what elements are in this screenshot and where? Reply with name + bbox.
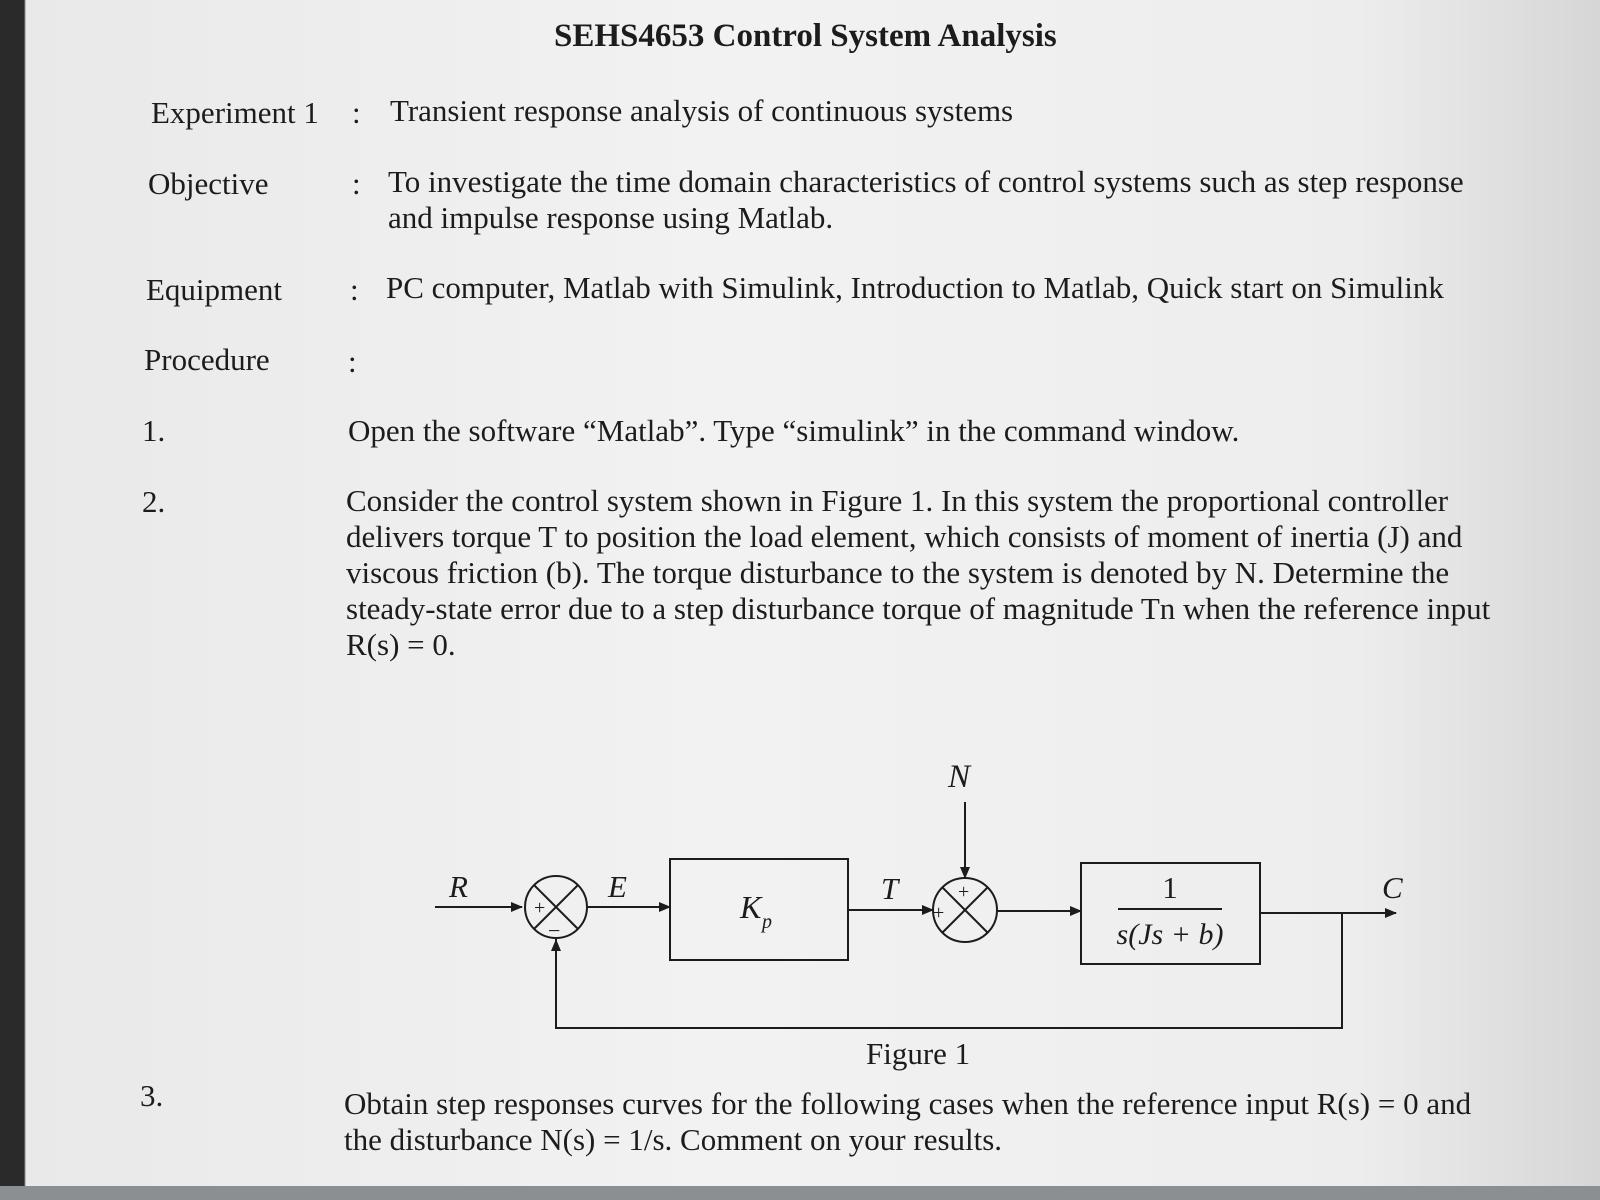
feedback-path [556, 913, 1342, 1028]
step-2-number: 2. [142, 484, 166, 519]
procedure-colon: : [348, 344, 357, 379]
equipment-colon: : [350, 272, 359, 307]
objective-label: Objective [148, 166, 269, 201]
summer-2-plus-left: + [933, 902, 945, 924]
step-3-number: 3. [140, 1078, 164, 1113]
summer-1-minus: − [548, 918, 561, 943]
experiment-label: Experiment 1 [151, 95, 319, 130]
label-c: C [1382, 870, 1403, 905]
plant-denominator: s(Js + b) [1116, 918, 1224, 951]
step-2-line-2: delivers torque T to position the load element, which consists of moment of inertia (J) and [346, 519, 1463, 554]
step-2-line-3: viscous friction (b). The torque disturbance to the system is denoted by N. Determine the [346, 555, 1450, 590]
experiment-colon: : [352, 95, 361, 130]
page-title: SEHS4653 Control System Analysis [554, 18, 1057, 54]
step-3-line-2: the disturbance N(s) = 1/s. Comment on your results. [344, 1122, 1003, 1157]
controller-gain-symbol: K [740, 889, 762, 925]
document-page [26, 0, 1600, 1200]
plant-numerator: 1 [1162, 870, 1178, 905]
label-t: T [881, 871, 899, 906]
objective-value-line-1: To investigate the time domain characteristics of control systems such as step response [388, 164, 1464, 199]
equipment-value: PC computer, Matlab with Simulink, Introduction to Matlab, Quick start on Simulink [386, 270, 1444, 305]
figure-caption: Figure 1 [866, 1036, 971, 1071]
procedure-label: Procedure [144, 342, 270, 377]
label-r: R [449, 869, 468, 904]
objective-colon: : [352, 166, 361, 201]
step-1-number: 1. [142, 413, 166, 448]
bottom-edge [0, 1186, 1600, 1200]
figure-1-block-diagram [26, 0, 1600, 1200]
equipment-label: Equipment [146, 272, 283, 307]
step-3-line-1: Obtain step responses curves for the following cases when the reference input R(s) = 0 and [344, 1086, 1472, 1121]
controller-gain-subscript: p [762, 911, 772, 933]
step-2-line-5: R(s) = 0. [346, 627, 456, 662]
summer-1-plus: + [534, 897, 546, 919]
objective-value-line-2: and impulse response using Matlab. [388, 200, 834, 235]
experiment-value: Transient response analysis of continuous systems [390, 93, 1014, 128]
label-n: N [948, 759, 971, 795]
step-2-line-4: steady-state error due to a step disturbance torque of magnitude Tn when the reference input [346, 591, 1491, 626]
label-e: E [608, 869, 627, 904]
summer-2-plus-top: + [958, 881, 970, 903]
step-2-line-1: Consider the control system shown in Figure 1. In this system the proportional controller [346, 483, 1449, 518]
step-1-text: Open the software “Matlab”. Type “simulink” in the command window. [348, 413, 1240, 448]
